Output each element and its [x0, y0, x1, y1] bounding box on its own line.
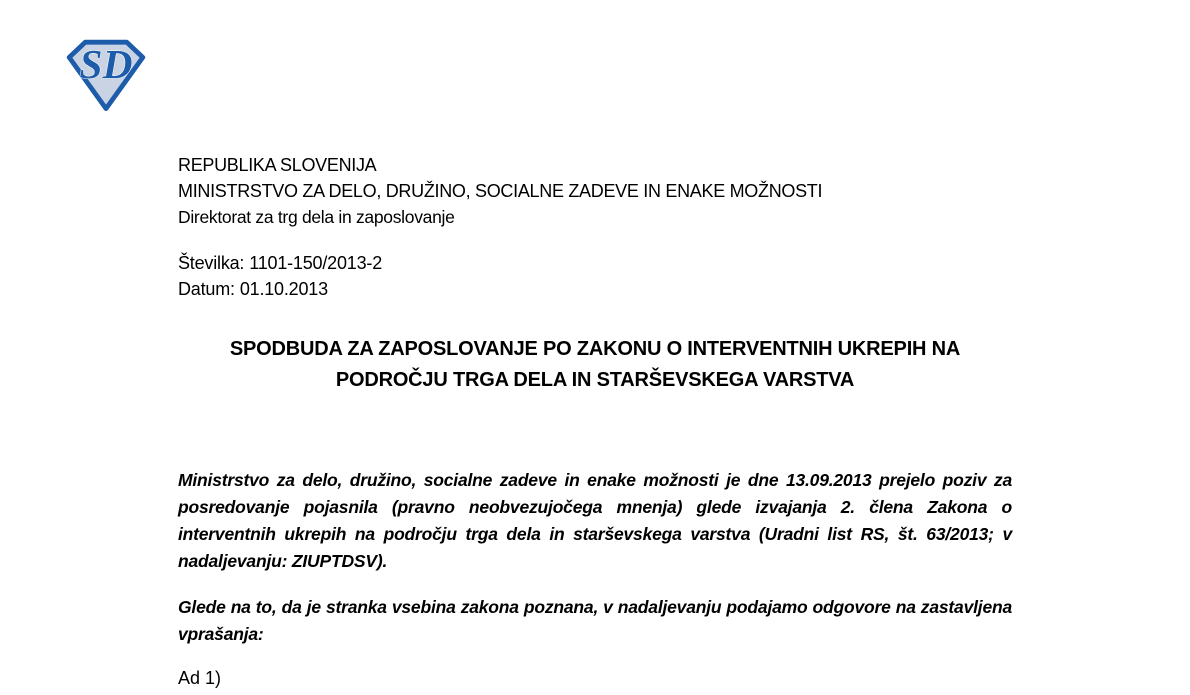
document-date-value: 01.10.2013	[239, 279, 328, 299]
letterhead-directorate: Direktorat za trg dela in zaposlovanje	[178, 207, 455, 227]
document-number-value: 1101-150/2013-2	[249, 253, 383, 273]
document-date-label: Datum:	[178, 279, 235, 299]
section-label-ad1: Ad 1)	[178, 668, 222, 688]
letterhead-country: REPUBLIKA SLOVENIJA	[178, 155, 377, 175]
letterhead-ministry: MINISTRSTVO ZA DELO, DRUŽINO, SOCIALNE ZADEVE IN ENAKE MOŽNOSTI	[178, 181, 823, 201]
document-meta	[178, 250, 382, 302]
sd-logo-letters: SD	[79, 41, 133, 88]
document-title: SPODBUDA ZA ZAPOSLOVANJE PO ZAKONU O INTERVENTNIH UKREPIH NA PODROČJU TRGA DELA IN STARŠEVSKEGA VARSTVA	[229, 338, 961, 391]
body-paragraph-2: Glede na to, da je stranka vsebina zakona poznana, v nadaljevanju podajamo odgovore na zastavljena vprašanja:	[178, 597, 1012, 644]
letterhead	[178, 152, 1012, 230]
document-date-line	[178, 276, 382, 302]
sd-logo-icon	[66, 36, 146, 114]
document-number-label: Številka:	[178, 253, 245, 273]
document-number-line	[178, 250, 382, 276]
body-paragraph-1: Ministrstvo za delo, družino, socialne zadeve in enake možnosti je dne 13.09.2013 prejelo poziv za posredovanje pojasnila (pravno neobvezujočega mnenja) glede izvajanja 2. člena Zakona o interventnih ukrepih na področju trga dela in starševskega varstva (Uradni list RS, št. 63/2013; v nadaljevanju: ZIUPTDSV).	[178, 470, 1012, 571]
